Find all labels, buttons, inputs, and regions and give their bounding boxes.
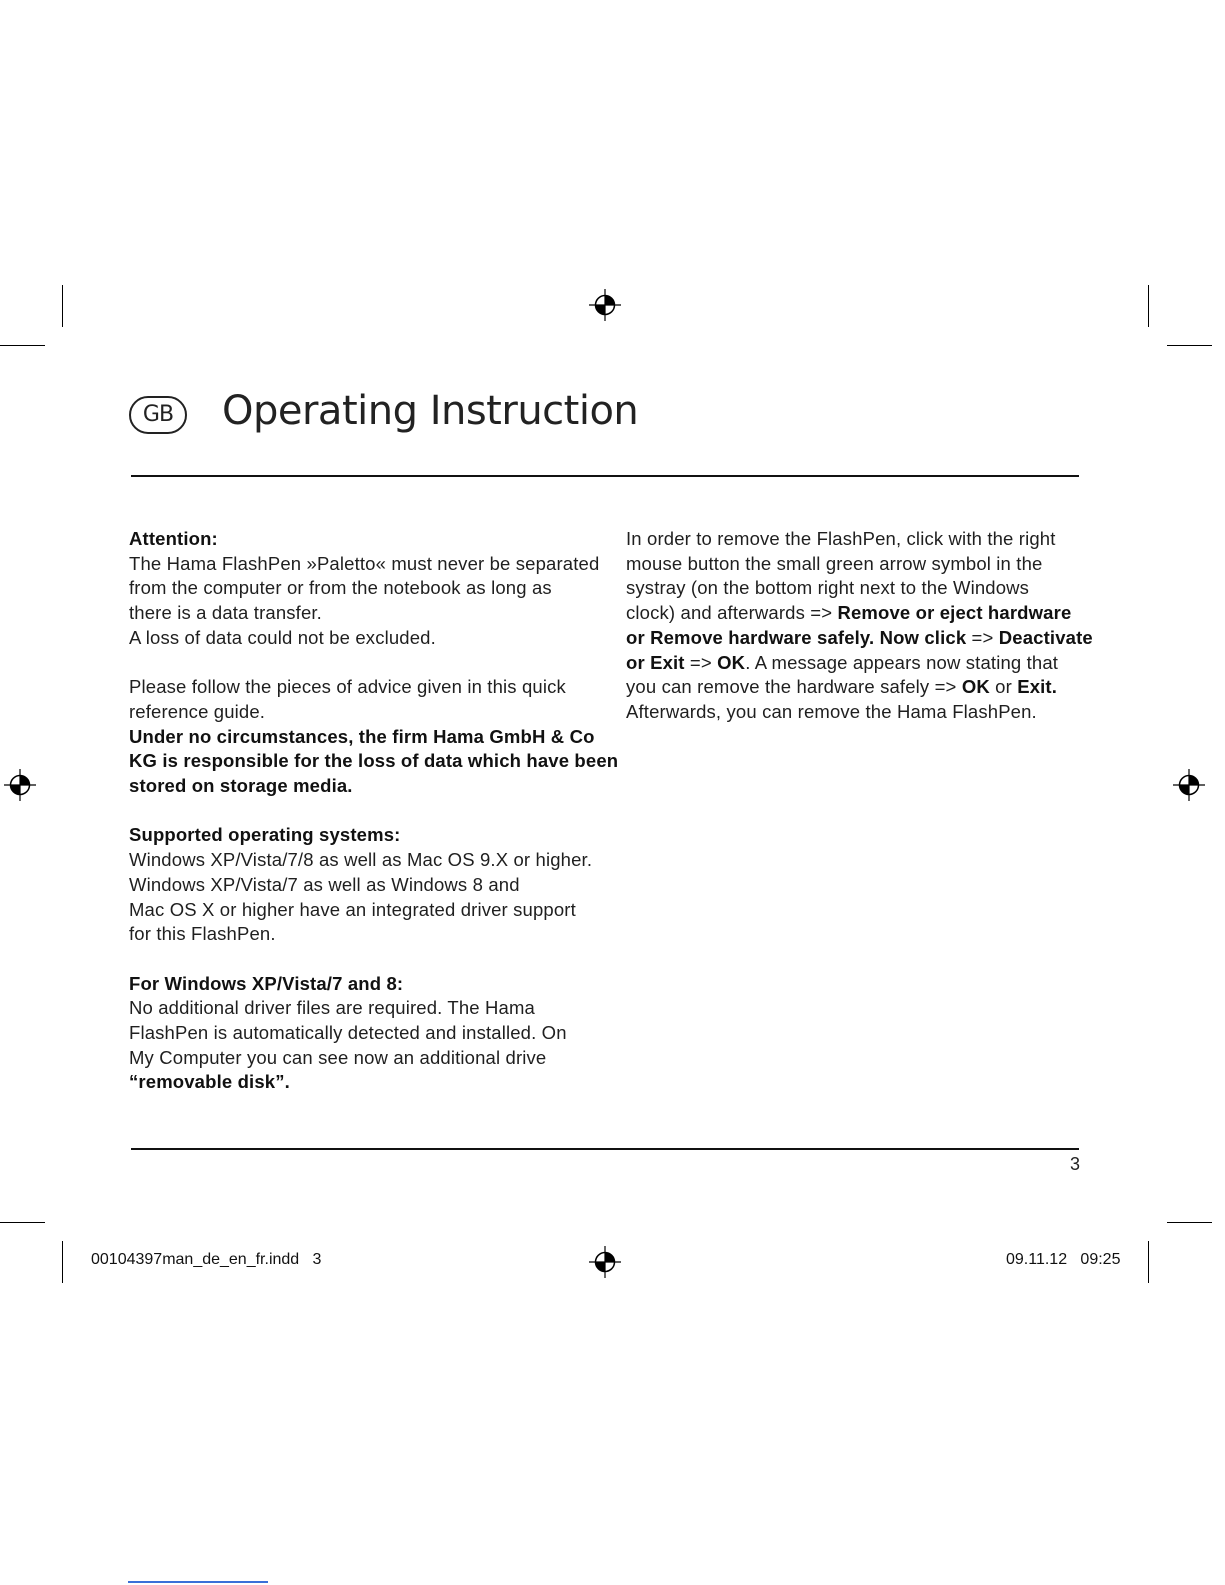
text-line: from the computer or from the notebook as long as: [129, 577, 552, 599]
crop-mark: [1148, 285, 1149, 327]
print-datetime: 09.11.12 09:25: [1006, 1251, 1121, 1268]
warning-line: stored on storage media.: [129, 775, 353, 797]
text-line: Windows XP/Vista/7/8 as well as Mac OS 9.X or higher.: [129, 849, 593, 871]
header-rule: [131, 475, 1079, 477]
text-line: there is a data transfer.: [129, 602, 322, 624]
text-line: Windows XP/Vista/7 as well as Windows 8 and: [129, 873, 520, 895]
crop-mark: [62, 285, 63, 327]
text-line: My Computer you can see now an additional drive: [129, 1046, 547, 1068]
text-line: Please follow the pieces of advice given in this quick: [129, 676, 566, 698]
text-line: FlashPen is automatically detected and installed. On: [129, 1022, 567, 1044]
text-line: A loss of data could not be excluded.: [129, 626, 436, 648]
page-title: Operating Instruction: [222, 388, 639, 434]
crop-mark: [1148, 1241, 1149, 1283]
registration-mark-icon: [3, 768, 37, 802]
attention-heading: Attention:: [129, 528, 218, 549]
text-line: you can remove the hardware safely => OK or Exit.: [626, 676, 1058, 698]
registration-mark-icon: [588, 1245, 622, 1279]
text-line: mouse button the small green arrow symbol in the: [626, 552, 1043, 574]
crop-mark: [1167, 345, 1212, 346]
language-badge: GB: [129, 396, 187, 434]
text-line: Mac OS X or higher have an integrated driver support: [129, 898, 576, 920]
text-line: or Remove hardware safely. Now click => Deactivate: [626, 626, 1093, 648]
file-slug: 00104397man_de_en_fr.indd 3: [91, 1251, 322, 1268]
horizontal-scrollbar[interactable]: [128, 1581, 268, 1583]
right-column: [626, 527, 1093, 725]
text-line: In order to remove the FlashPen, click with the right: [626, 528, 1056, 549]
warning-line: Under no circumstances, the firm Hama GmbH & Co: [129, 725, 595, 747]
text-line: or Exit => OK. A message appears now stating that: [626, 651, 1059, 673]
removable-disk-label: “removable disk”.: [129, 1071, 290, 1093]
crop-mark: [62, 1241, 63, 1283]
text-line: for this FlashPen.: [129, 923, 276, 945]
crop-mark: [0, 345, 45, 346]
text-line: Afterwards, you can remove the Hama FlashPen.: [626, 700, 1037, 722]
registration-mark-icon: [1172, 768, 1206, 802]
text-line: The Hama FlashPen »Paletto« must never be separated: [129, 552, 600, 574]
registration-mark-icon: [588, 288, 622, 322]
os-heading: Supported operating systems:: [129, 824, 401, 846]
text-line: No additional driver files are required. The Hama: [129, 997, 535, 1019]
left-column: [129, 527, 619, 1095]
text-line: systray (on the bottom right next to the Windows: [626, 577, 1030, 599]
text-line: reference guide.: [129, 700, 266, 722]
crop-mark: [1167, 1222, 1212, 1223]
footer-rule: [131, 1148, 1079, 1150]
page-number: 3: [1070, 1154, 1081, 1174]
warning-line: KG is responsible for the loss of data which have been: [129, 750, 619, 772]
crop-mark: [0, 1222, 45, 1223]
windows-heading: For Windows XP/Vista/7 and 8:: [129, 972, 404, 994]
text-line: clock) and afterwards => Remove or eject hardware: [626, 602, 1072, 624]
